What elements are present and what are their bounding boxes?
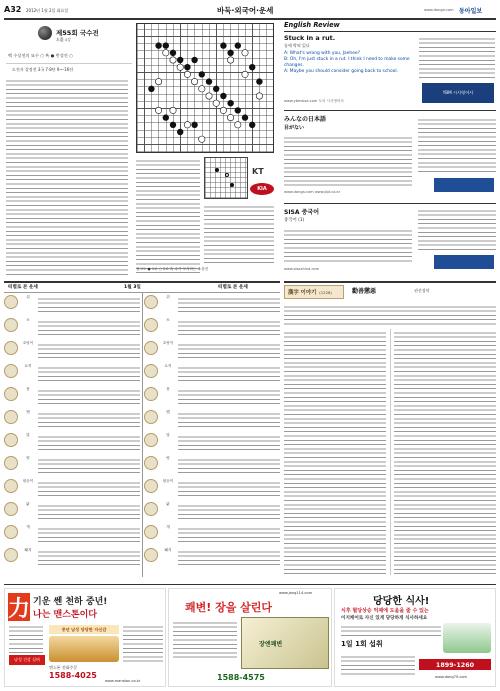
japanese-top-rule	[284, 110, 496, 111]
ad-right-promo: 1일 1회 섭취	[341, 640, 383, 648]
fortune-text	[178, 295, 280, 315]
go-text-3	[204, 203, 274, 263]
zodiac-badge	[4, 387, 18, 401]
zodiac-label: 말	[26, 433, 30, 437]
ads-top-rule	[4, 584, 496, 585]
ad-center-headline: 쾌변! 장을 살린다	[185, 601, 273, 614]
fortune-row	[4, 387, 140, 410]
hanja-title-box	[284, 285, 344, 299]
zodiac-badge	[144, 479, 158, 493]
ad-right	[334, 588, 496, 687]
zodiac-label: 돼지	[24, 548, 32, 552]
kia-logo	[250, 183, 274, 195]
fortune-left-title: 띠별로 본 운세	[8, 285, 38, 290]
zodiac-label: 말	[166, 433, 170, 437]
go-commentary-text	[6, 77, 128, 275]
japanese-text	[284, 134, 412, 186]
zodiac-badge	[144, 410, 158, 424]
kt-logo: KT	[252, 167, 264, 176]
hanja-author: 권선징악	[414, 288, 430, 293]
chinese-text	[284, 227, 412, 263]
go-stones	[137, 24, 275, 154]
go-rule	[6, 63, 132, 64]
zodiac-badge	[4, 433, 18, 447]
fortune-text	[178, 548, 280, 568]
go-section	[4, 21, 276, 277]
fortune-section	[4, 281, 280, 581]
zodiac-badge	[144, 318, 158, 332]
fortune-row	[4, 318, 140, 341]
fortune-text	[38, 364, 140, 384]
ad-center-text	[173, 619, 237, 661]
go-figure-caption: 참고도 ● 1로 ○ 2로 흑 수가 모자라는 수상전	[136, 267, 209, 271]
zodiac-badge	[4, 525, 18, 539]
fortune-text	[38, 295, 140, 315]
ad-right-product-image	[443, 623, 491, 653]
fortune-text	[178, 525, 280, 545]
zodiac-badge	[144, 295, 158, 309]
japanese-notes	[418, 116, 496, 174]
fortune-text	[178, 364, 280, 384]
ad-center-tel: 1588-4575	[217, 673, 265, 682]
fortune-row	[144, 548, 280, 571]
hanja-section	[284, 281, 496, 581]
zodiac-label: 토끼	[164, 364, 172, 368]
chinese-top-rule	[284, 203, 496, 204]
go-stone-icon	[38, 26, 52, 40]
zodiac-badge	[4, 548, 18, 562]
hanja-col-2	[394, 329, 496, 575]
japanese-ad	[434, 178, 494, 192]
fortune-text	[38, 318, 140, 338]
go-subtitle: 本選 4강	[56, 37, 71, 42]
fortune-row	[144, 525, 280, 548]
go-title: 제55회 국수전	[56, 29, 99, 37]
english-ad	[422, 83, 494, 103]
english-title-rule	[284, 31, 496, 32]
zodiac-badge	[144, 548, 158, 562]
hanja-title: 漢字 이야기	[288, 290, 317, 296]
zodiac-label: 개	[26, 525, 30, 529]
fortune-row	[144, 456, 280, 479]
zodiac-label: 소	[26, 318, 30, 322]
japanese-footer: www.donga.com www.jlpt.co.kr	[284, 190, 341, 194]
ad-left-subline: 중년 남성 당당한 자신감	[49, 625, 119, 634]
zodiac-badge	[4, 456, 18, 470]
ad-center-product: 장엔쾌변	[259, 641, 283, 648]
english-line-3: A: Maybe you should consider going back to school.	[284, 69, 399, 74]
zodiac-badge	[144, 387, 158, 401]
ad-right-line-1: 식후 혈당상승 억제에 도움을 줄 수 있는	[341, 608, 429, 614]
go-title-box	[4, 21, 132, 49]
fortune-row	[4, 456, 140, 479]
fortune-row	[144, 387, 280, 410]
fortune-text	[178, 341, 280, 361]
hanja-subtitle: 勸善懲惡	[352, 288, 377, 295]
page-header	[4, 4, 496, 18]
ad-left	[4, 588, 166, 687]
fortune-row	[144, 502, 280, 525]
fortune-row	[4, 364, 140, 387]
ad-left-headline-2: 나는 맨스톤이다	[33, 610, 97, 620]
fortune-row	[144, 295, 280, 318]
page-number: A32	[4, 5, 22, 14]
ad-left-headline-1: 기운 쎈 천하 중년!	[33, 597, 108, 607]
ad-right-tel: 1899-1260	[419, 659, 491, 670]
hanja-divider	[390, 329, 391, 575]
english-ad-text: YBM 시사영어사	[442, 90, 474, 95]
english-headline-ko: 틀에 박혀 있다	[284, 43, 310, 48]
ad-left-text	[9, 623, 43, 653]
ad-right-headline: 당당한 식사!	[373, 596, 430, 607]
go-text-2	[136, 157, 200, 273]
newspaper-logo: 동아일보	[459, 8, 483, 15]
zodiac-label: 호랑이	[22, 341, 34, 345]
ad-left-text-2	[123, 623, 163, 663]
fortune-text	[38, 525, 140, 545]
zodiac-label: 양	[26, 456, 30, 460]
chinese-footer: www.sisachina.com	[284, 267, 320, 271]
ad-center	[168, 588, 332, 687]
hanja-lead	[284, 303, 496, 325]
english-dialogue	[284, 51, 414, 75]
fortune-row	[144, 479, 280, 502]
zodiac-badge	[4, 295, 18, 309]
fortune-center-title: 1월 3일	[124, 285, 141, 290]
zodiac-label: 뱀	[26, 410, 30, 414]
english-line-1: A: What's wrong with you, Jaehee?	[284, 51, 360, 56]
ad-left-url: www.manston.co.kr	[105, 679, 141, 683]
fortune-row	[144, 364, 280, 387]
zodiac-badge	[144, 502, 158, 516]
ad-right-url: www.dang70.com	[435, 675, 468, 679]
zodiac-badge	[4, 479, 18, 493]
english-notes	[419, 35, 495, 79]
ad-right-line-2: 이지케어로 자신 있게 당당하게 식사하세요	[341, 616, 428, 621]
zodiac-label: 양	[166, 456, 170, 460]
fortune-text	[38, 479, 140, 499]
zodiac-label: 토끼	[24, 364, 32, 368]
date-line: 2012년 1월 2일 화요일	[26, 8, 69, 13]
zodiac-label: 뱀	[166, 410, 170, 414]
fortune-row	[4, 502, 140, 525]
zodiac-label: 용	[166, 387, 170, 391]
go-board	[136, 23, 274, 153]
fortune-text	[38, 502, 140, 522]
fortune-row	[144, 433, 280, 456]
fortune-text	[178, 502, 280, 522]
fortune-text	[38, 433, 140, 453]
zodiac-badge	[4, 341, 18, 355]
zodiac-label: 호랑이	[162, 341, 174, 345]
ad-left-badge-text: 남성 건강 실버	[14, 657, 40, 662]
fortune-divider	[142, 293, 143, 577]
ad-right-text-2	[341, 653, 415, 677]
zodiac-label: 용	[26, 387, 30, 391]
go-players: 백 수상전의 묘수 ○ 흑 ● 번성진 ○	[8, 53, 73, 58]
hanja-number: (1228)	[319, 289, 332, 295]
fortune-text	[38, 387, 140, 407]
ad-left-badge	[9, 655, 45, 665]
fortune-row	[4, 410, 140, 433]
zodiac-badge	[144, 364, 158, 378]
zodiac-label: 돼지	[164, 548, 172, 552]
japanese-subtitle: 目がない	[284, 125, 305, 131]
zodiac-label: 닭	[26, 502, 30, 506]
fortune-text	[38, 341, 140, 361]
fortune-top-rule	[4, 281, 280, 283]
fortune-right-title: 띠별로 본 운세	[218, 285, 248, 290]
fortune-text	[178, 433, 280, 453]
fortune-text	[178, 479, 280, 499]
header-url: www.donga.com	[424, 8, 454, 12]
fortune-row	[4, 295, 140, 318]
zodiac-label: 원숭이	[22, 479, 34, 483]
english-line-2: B: Oh, I'm just stuck in a rut. I think I need to make some changes.	[284, 57, 410, 68]
zodiac-badge	[144, 433, 158, 447]
fortune-text	[178, 410, 280, 430]
ad-left-product-image	[49, 636, 119, 662]
zodiac-label: 소	[166, 318, 170, 322]
hanja-col-1	[284, 329, 386, 575]
zodiac-badge	[4, 502, 18, 516]
fortune-text	[178, 318, 280, 338]
fortune-row	[4, 548, 140, 571]
fortune-left-column	[4, 295, 140, 571]
zodiac-badge	[144, 456, 158, 470]
chinese-subtitle: 중국어 (1)	[284, 218, 305, 223]
fortune-right-column	[144, 295, 280, 571]
ad-center-url: www.jang114.com	[279, 591, 313, 595]
chinese-ad	[434, 255, 494, 269]
header-rule	[4, 18, 496, 20]
fortune-text	[38, 410, 140, 430]
japanese-title: みんなの日本語	[284, 116, 327, 123]
english-footer: www.ybmsisa.com 도서 시사영어사	[284, 99, 344, 103]
zodiac-label: 닭	[166, 502, 170, 506]
fortune-text	[38, 456, 140, 476]
fortune-row	[144, 318, 280, 341]
zodiac-badge	[144, 341, 158, 355]
chinese-title: SISA 중국어	[284, 209, 319, 216]
zodiac-label: 개	[166, 525, 170, 529]
fortune-row	[4, 479, 140, 502]
ad-left-big-char: 力	[8, 593, 30, 621]
ad-left-tel: 1588-4025	[49, 671, 97, 680]
ad-center-product-box	[241, 617, 329, 669]
fortune-text	[178, 387, 280, 407]
chinese-notes	[418, 207, 496, 251]
english-title: English Review	[284, 21, 340, 29]
fortune-row	[4, 525, 140, 548]
zodiac-label: 쥐	[166, 295, 170, 299]
zodiac-badge	[4, 364, 18, 378]
japanese-section	[284, 110, 496, 202]
chinese-section	[284, 203, 496, 277]
zodiac-badge	[4, 318, 18, 332]
fortune-row	[4, 433, 140, 456]
fortune-text	[38, 548, 140, 568]
section-title: 바둑·외국어·운세	[217, 6, 274, 15]
fortune-row	[4, 341, 140, 364]
zodiac-label: 원숭이	[162, 479, 174, 483]
fortune-row	[144, 341, 280, 364]
hanja-top-rule	[284, 281, 496, 283]
kia-logo-text: KIA	[257, 186, 267, 192]
zodiac-badge	[144, 525, 158, 539]
zodiac-badge	[4, 410, 18, 424]
english-section	[284, 21, 496, 109]
ad-right-text	[341, 623, 441, 637]
fortune-text	[178, 456, 280, 476]
go-commentary-head: 도전자 결정전 3국 7·8단 9~-16단	[12, 67, 74, 72]
english-headline: Stuck in a rut.	[284, 34, 336, 42]
zodiac-label: 쥐	[26, 295, 30, 299]
go-diagram-small	[204, 157, 248, 199]
fortune-row	[144, 410, 280, 433]
ad-left-tel-label: 맨스톤 전화주문	[49, 665, 78, 670]
